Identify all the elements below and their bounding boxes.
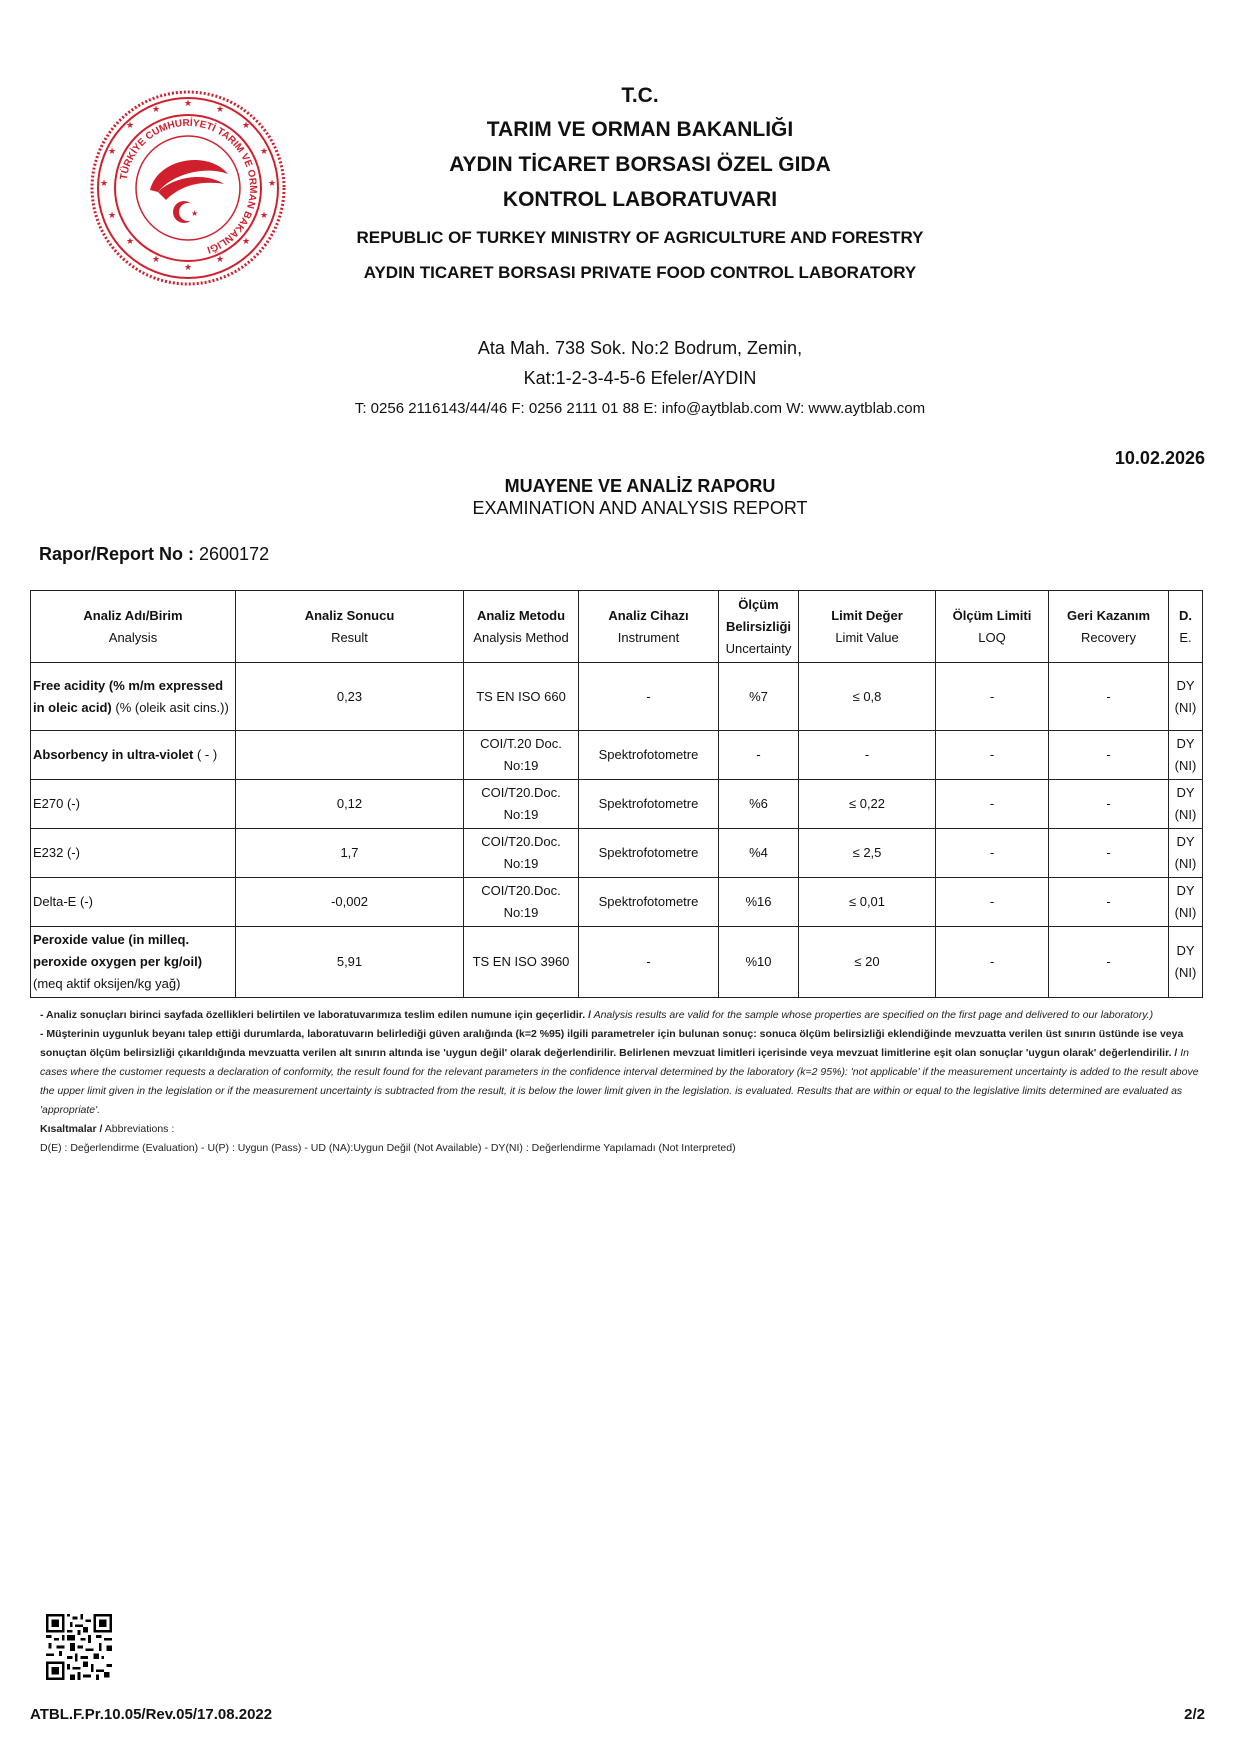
cell-instrument: - xyxy=(579,927,719,998)
cell-limit: ≤ 2,5 xyxy=(799,829,936,878)
cell-uncertainty: %7 xyxy=(719,663,799,731)
table-row xyxy=(31,663,1203,731)
svg-text:★: ★ xyxy=(242,120,251,130)
svg-text:★: ★ xyxy=(216,254,225,264)
note-abbreviations: D(E) : Değerlendirme (Evaluation) - U(P) : Uygun (Pass) - UD (NA):Uygun Değil (Not Available) - DY(NI) : Değerlendirme Yapılamadı (Not Interpreted) xyxy=(40,1142,736,1154)
cell-loq: - xyxy=(936,780,1049,829)
header-ministry-tr: TARIM VE ORMAN BAKANLIĞI xyxy=(486,118,794,141)
cell-uncertainty: %10 xyxy=(719,927,799,998)
col-header-evaluation: D. E. xyxy=(1169,591,1203,663)
cell-analysis: Delta-E (-) xyxy=(31,878,236,927)
cell-loq: - xyxy=(936,829,1049,878)
col-header-limit: Limit Değer Limit Value xyxy=(799,591,936,663)
table-row xyxy=(31,829,1203,878)
cell-result: 0,23 xyxy=(236,663,464,731)
page-number: 2/2 xyxy=(1184,1706,1205,1723)
header-tc: T.C. xyxy=(621,84,659,107)
cell-limit: ≤ 20 xyxy=(799,927,936,998)
col-header-uncertainty: Ölçüm Belirsizliği Uncertainty xyxy=(719,591,799,663)
svg-text:★: ★ xyxy=(216,104,225,114)
report-date: 10.02.2026 xyxy=(1114,448,1205,468)
col-header-instrument: Analiz Cihazı Instrument xyxy=(579,591,719,663)
cell-evaluation: DY (NI) xyxy=(1169,878,1203,927)
svg-text:★: ★ xyxy=(260,210,269,220)
cell-result xyxy=(236,731,464,780)
cell-evaluation: DY (NI) xyxy=(1169,829,1203,878)
table-row xyxy=(31,878,1203,927)
cell-result: 5,91 xyxy=(236,927,464,998)
cell-analysis: Peroxide value (in milleq. peroxide oxygen per kg/oil) (meq aktif oksijen/kg yağ) xyxy=(31,927,236,998)
seal-ring-text: TÜRKİYE CUMHURİYETİ TARIM VE ORMAN BAKANLIĞI xyxy=(118,117,259,255)
table-row xyxy=(31,780,1203,829)
svg-text:★: ★ xyxy=(242,236,251,246)
cell-instrument: Spektrofotometre xyxy=(579,731,719,780)
cell-evaluation: DY (NI) xyxy=(1169,731,1203,780)
address-line-1: Ata Mah. 738 Sok. No:2 Bodrum, Zemin, xyxy=(477,338,803,358)
table-row xyxy=(31,731,1203,780)
cell-recovery: - xyxy=(1049,780,1169,829)
results-table xyxy=(30,590,1203,998)
report-title-tr: MUAYENE VE ANALİZ RAPORU xyxy=(504,476,776,496)
notes-section xyxy=(40,1006,1200,1158)
report-number-value: 2600172 xyxy=(199,544,270,564)
svg-text:★: ★ xyxy=(126,120,135,130)
cell-method: COI/T20.Doc. No:19 xyxy=(464,878,579,927)
cell-recovery: - xyxy=(1049,663,1169,731)
header-lab-en: AYDIN TICARET BORSASI PRIVATE FOOD CONTROL LABORATORY xyxy=(363,263,917,282)
note-conformity: - Müşterinin uygunluk beyanı talep ettiği durumlarda, laboratuvarın belirlediği güven aralığında (k=2 %95) ilgili parametreler için bulunan sonuç: sonuca ölçüm belirsizliği eklendiğinde mevzuatta verilen üst sınırın üstünde ise veya sonuçtan ölçüm belirsizliği çıkarıldığında mevzuatta verilen alt sınırın altında ise 'uygun değil' olarak değerlendirilir. Belirlenen mevzuat limitleri içerisinde veya mevzuat limitlerine eşit olan sonuçlar 'uygun olarak' değerlendirilir. / In cases where the customer requests a declaration of conformity, the result found for the relevant parameters in the confidence interval determined by the laboratory (k=2 95%): 'not applicable' if the measurement uncertainty is added to the result above the upper limit given in the legislation or if the measurement uncertainty is subtracted from the result, it is below the lower limit given in the legislation. is evaluated. Results that are within or equal to the legislative limits determined are evaluated as 'appropriate'. xyxy=(40,1028,1199,1116)
cell-recovery: - xyxy=(1049,829,1169,878)
svg-text:★: ★ xyxy=(184,262,193,272)
cell-uncertainty: - xyxy=(719,731,799,780)
cell-analysis: Free acidity (% m/m expressed in oleic acid) (% (oleik asit cins.)) xyxy=(31,663,236,731)
form-code: ATBL.F.Pr.10.05/Rev.05/17.08.2022 xyxy=(30,1706,273,1723)
report-number xyxy=(39,544,269,565)
cell-limit: ≤ 0,22 xyxy=(799,780,936,829)
col-header-method: Analiz Metodu Analysis Method xyxy=(464,591,579,663)
header-lab-tr-2: KONTROL LABORATUVARI xyxy=(502,188,778,211)
cell-instrument: Spektrofotometre xyxy=(579,780,719,829)
cell-method: TS EN ISO 660 xyxy=(464,663,579,731)
col-header-loq: Ölçüm Limiti LOQ xyxy=(936,591,1049,663)
header-lab-tr-1: AYDIN TİCARET BORSASI ÖZEL GIDA xyxy=(449,153,831,176)
cell-recovery: - xyxy=(1049,878,1169,927)
cell-recovery: - xyxy=(1049,927,1169,998)
cell-uncertainty: %16 xyxy=(719,878,799,927)
cell-result: 1,7 xyxy=(236,829,464,878)
cell-analysis: E232 (-) xyxy=(31,829,236,878)
table-header-row xyxy=(31,591,1203,663)
cell-loq: - xyxy=(936,878,1049,927)
cell-method: COI/T20.Doc. No:19 xyxy=(464,780,579,829)
address-line-2: Kat:1-2-3-4-5-6 Efeler/AYDIN xyxy=(523,368,757,388)
svg-text:★: ★ xyxy=(184,98,193,108)
cell-limit: ≤ 0,01 xyxy=(799,878,936,927)
cell-uncertainty: %4 xyxy=(719,829,799,878)
svg-text:★: ★ xyxy=(152,104,161,114)
svg-text:★: ★ xyxy=(268,178,277,188)
cell-method: TS EN ISO 3960 xyxy=(464,927,579,998)
report-number-label: Rapor/Report No : xyxy=(39,544,194,564)
cell-loq: - xyxy=(936,731,1049,780)
cell-method: COI/T.20 Doc. No:19 xyxy=(464,731,579,780)
svg-text:★: ★ xyxy=(108,210,117,220)
cell-instrument: Spektrofotometre xyxy=(579,878,719,927)
cell-limit: ≤ 0,8 xyxy=(799,663,936,731)
svg-text:★: ★ xyxy=(191,209,199,218)
cell-instrument: Spektrofotometre xyxy=(579,829,719,878)
col-header-result: Analiz Sonucu Result xyxy=(236,591,464,663)
cell-instrument: - xyxy=(579,663,719,731)
cell-recovery: - xyxy=(1049,731,1169,780)
report-title-en: EXAMINATION AND ANALYSIS REPORT xyxy=(472,498,808,518)
cell-evaluation: DY (NI) xyxy=(1169,927,1203,998)
cell-uncertainty: %6 xyxy=(719,780,799,829)
cell-result: -0,002 xyxy=(236,878,464,927)
col-header-recovery: Geri Kazanım Recovery xyxy=(1049,591,1169,663)
col-header-analysis: Analiz Adı/Birim Analysis xyxy=(31,591,236,663)
svg-text:★: ★ xyxy=(108,146,117,156)
table-row xyxy=(31,927,1203,998)
cell-loq: - xyxy=(936,927,1049,998)
cell-limit: - xyxy=(799,731,936,780)
ministry-seal-logo xyxy=(88,88,288,288)
cell-evaluation: DY (NI) xyxy=(1169,780,1203,829)
cell-evaluation: DY (NI) xyxy=(1169,663,1203,731)
note-abbreviations-label: Kısaltmalar / Abbreviations : xyxy=(40,1123,175,1135)
svg-text:★: ★ xyxy=(126,236,135,246)
header-ministry-en: REPUBLIC OF TURKEY MINISTRY OF AGRICULTURE AND FORESTRY xyxy=(356,228,924,247)
svg-text:★: ★ xyxy=(152,254,161,264)
cell-analysis: Absorbency in ultra-violet ( - ) xyxy=(31,731,236,780)
svg-text:★: ★ xyxy=(260,146,269,156)
svg-text:★: ★ xyxy=(100,178,109,188)
cell-loq: - xyxy=(936,663,1049,731)
cell-method: COI/T20.Doc. No:19 xyxy=(464,829,579,878)
qr-code-icon xyxy=(46,1614,112,1680)
contact-info: T: 0256 2116143/44/46 F: 0256 2111 01 88 E: info@aytblab.com W: www.aytblab.com xyxy=(354,400,926,417)
cell-result: 0,12 xyxy=(236,780,464,829)
note-validity: - Analiz sonuçları birinci sayfada özellikleri belirtilen ve laboratuvarımıza teslim edilen numune için geçerlidir. / Analysis results are valid for the sample whose properties are specified on the first page and delivered to our laboratory.) xyxy=(40,1009,1154,1021)
cell-analysis: E270 (-) xyxy=(31,780,236,829)
